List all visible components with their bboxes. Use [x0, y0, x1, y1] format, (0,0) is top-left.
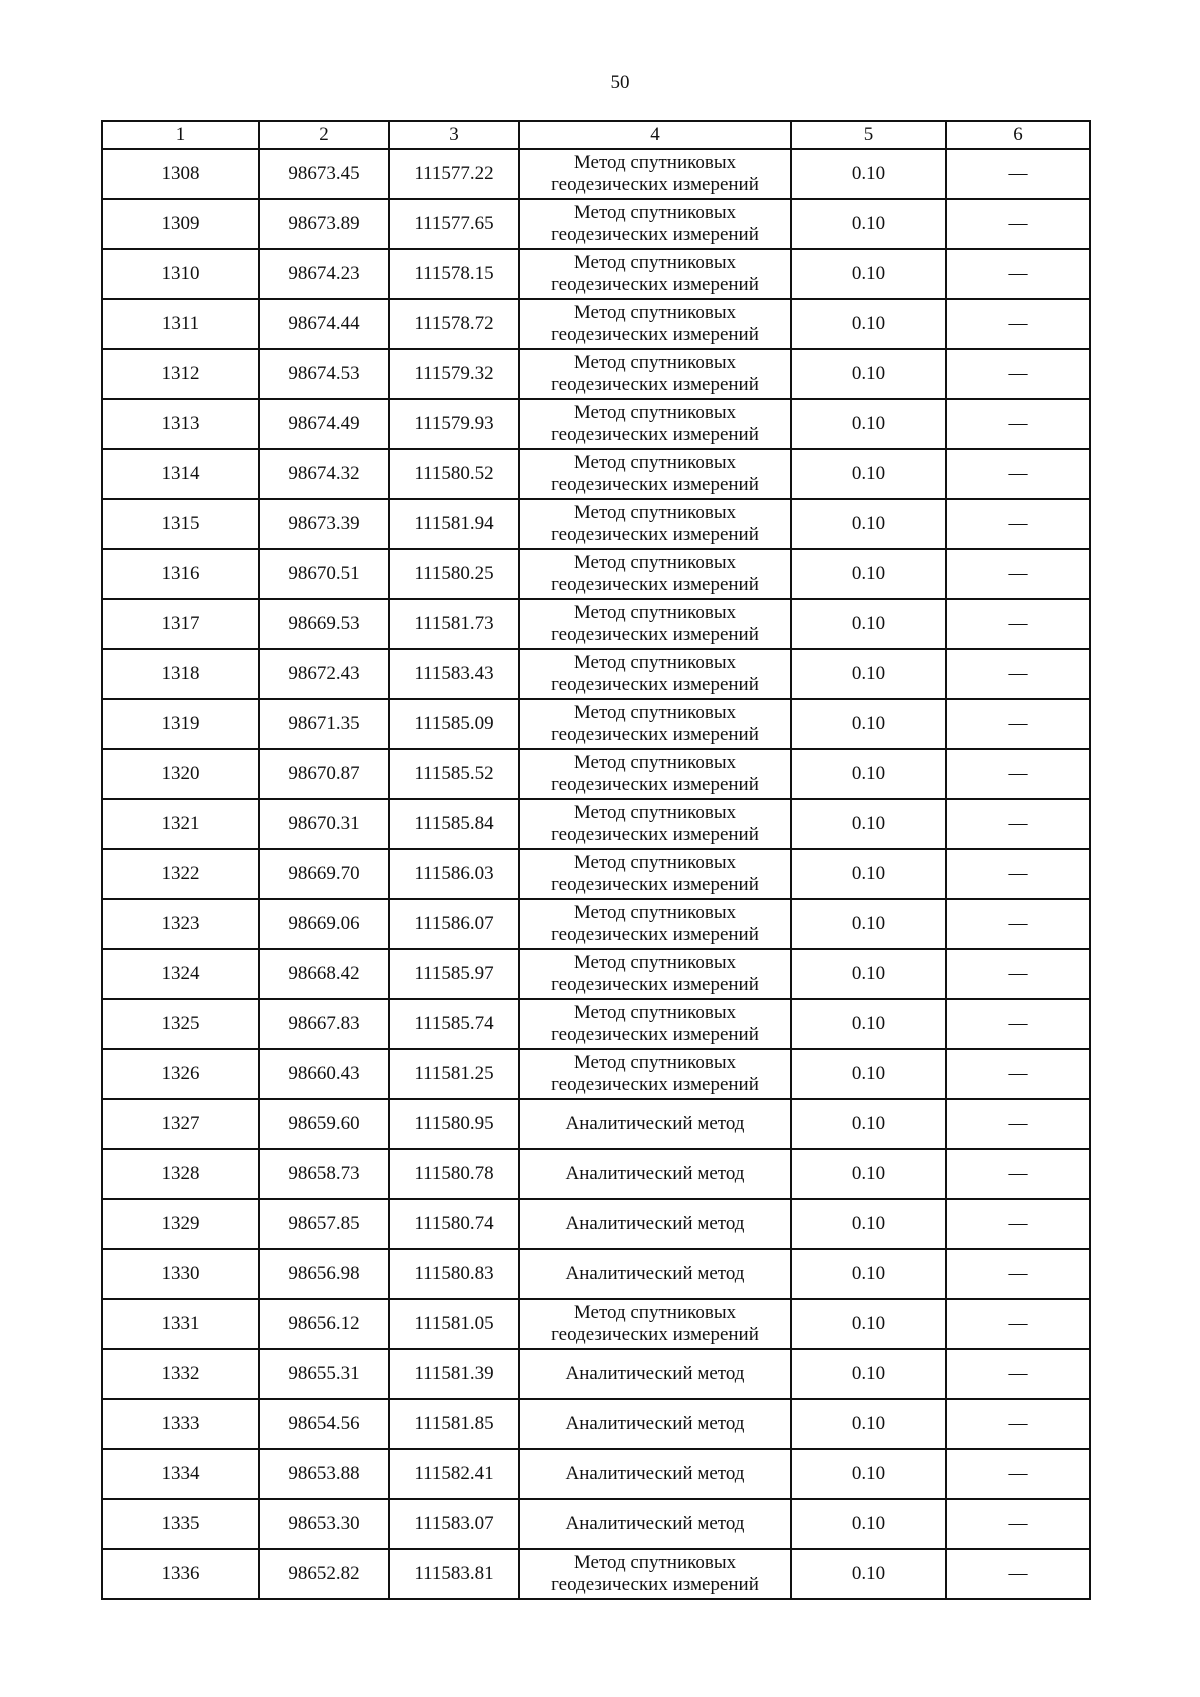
accuracy-cell: 0.10 — [791, 549, 946, 599]
x-coordinate-cell: 98657.85 — [259, 1199, 389, 1249]
x-coordinate-cell: 98656.98 — [259, 1249, 389, 1299]
note-cell: — — [946, 499, 1090, 549]
y-coordinate-cell: 111583.81 — [389, 1549, 519, 1599]
accuracy-cell: 0.10 — [791, 299, 946, 349]
y-coordinate-cell: 111585.09 — [389, 699, 519, 749]
x-coordinate-cell: 98674.32 — [259, 449, 389, 499]
point-number-cell: 1335 — [102, 1499, 259, 1549]
method-cell: Метод спутниковых геодезических измерений — [519, 1549, 791, 1599]
note-cell: — — [946, 149, 1090, 199]
y-coordinate-cell: 111585.52 — [389, 749, 519, 799]
header-cell-4: 4 — [519, 121, 791, 149]
accuracy-cell: 0.10 — [791, 499, 946, 549]
y-coordinate-cell: 111580.83 — [389, 1249, 519, 1299]
header-cell-1: 1 — [102, 121, 259, 149]
point-number-cell: 1311 — [102, 299, 259, 349]
table-row — [102, 599, 1090, 649]
accuracy-cell: 0.10 — [791, 399, 946, 449]
x-coordinate-cell: 98669.53 — [259, 599, 389, 649]
y-coordinate-cell: 111585.97 — [389, 949, 519, 999]
point-number-cell: 1328 — [102, 1149, 259, 1199]
point-number-cell: 1314 — [102, 449, 259, 499]
accuracy-cell: 0.10 — [791, 1149, 946, 1199]
accuracy-cell: 0.10 — [791, 849, 946, 899]
x-coordinate-cell: 98670.31 — [259, 799, 389, 849]
table-row — [102, 899, 1090, 949]
method-cell: Метод спутниковых геодезических измерений — [519, 249, 791, 299]
y-coordinate-cell: 111579.93 — [389, 399, 519, 449]
point-number-cell: 1310 — [102, 249, 259, 299]
table-row — [102, 249, 1090, 299]
point-number-cell: 1308 — [102, 149, 259, 199]
x-coordinate-cell: 98668.42 — [259, 949, 389, 999]
accuracy-cell: 0.10 — [791, 699, 946, 749]
point-number-cell: 1334 — [102, 1449, 259, 1499]
x-coordinate-cell: 98673.45 — [259, 149, 389, 199]
x-coordinate-cell: 98670.87 — [259, 749, 389, 799]
table-row — [102, 1099, 1090, 1149]
y-coordinate-cell: 111581.39 — [389, 1349, 519, 1399]
accuracy-cell: 0.10 — [791, 749, 946, 799]
note-cell: — — [946, 1449, 1090, 1499]
header-cell-6: 6 — [946, 121, 1090, 149]
accuracy-cell: 0.10 — [791, 999, 946, 1049]
accuracy-cell: 0.10 — [791, 799, 946, 849]
note-cell: — — [946, 649, 1090, 699]
method-cell: Метод спутниковых геодезических измерений — [519, 549, 791, 599]
y-coordinate-cell: 111585.74 — [389, 999, 519, 1049]
method-cell: Метод спутниковых геодезических измерений — [519, 649, 791, 699]
accuracy-cell: 0.10 — [791, 1199, 946, 1249]
method-cell: Метод спутниковых геодезических измерений — [519, 1299, 791, 1349]
table-row — [102, 549, 1090, 599]
table-header-row — [102, 121, 1090, 149]
y-coordinate-cell: 111580.95 — [389, 1099, 519, 1149]
method-cell: Метод спутниковых геодезических измерений — [519, 399, 791, 449]
note-cell: — — [946, 1499, 1090, 1549]
note-cell: — — [946, 949, 1090, 999]
note-cell: — — [946, 799, 1090, 849]
x-coordinate-cell: 98653.30 — [259, 1499, 389, 1549]
y-coordinate-cell: 111578.15 — [389, 249, 519, 299]
y-coordinate-cell: 111580.52 — [389, 449, 519, 499]
method-cell: Метод спутниковых геодезических измерений — [519, 449, 791, 499]
table-body — [102, 149, 1090, 1599]
method-cell: Метод спутниковых геодезических измерений — [519, 599, 791, 649]
accuracy-cell: 0.10 — [791, 1399, 946, 1449]
point-number-cell: 1309 — [102, 199, 259, 249]
method-cell: Аналитический метод — [519, 1249, 791, 1299]
x-coordinate-cell: 98669.06 — [259, 899, 389, 949]
y-coordinate-cell: 111583.43 — [389, 649, 519, 699]
point-number-cell: 1318 — [102, 649, 259, 699]
table-row — [102, 749, 1090, 799]
accuracy-cell: 0.10 — [791, 1549, 946, 1599]
table-row — [102, 1449, 1090, 1499]
y-coordinate-cell: 111581.85 — [389, 1399, 519, 1449]
accuracy-cell: 0.10 — [791, 1299, 946, 1349]
point-number-cell: 1319 — [102, 699, 259, 749]
point-number-cell: 1326 — [102, 1049, 259, 1099]
x-coordinate-cell: 98673.89 — [259, 199, 389, 249]
coordinates-table — [101, 120, 1091, 1600]
note-cell: — — [946, 999, 1090, 1049]
header-cell-3: 3 — [389, 121, 519, 149]
point-number-cell: 1332 — [102, 1349, 259, 1399]
table-row — [102, 149, 1090, 199]
method-cell: Аналитический метод — [519, 1449, 791, 1499]
accuracy-cell: 0.10 — [791, 599, 946, 649]
y-coordinate-cell: 111577.22 — [389, 149, 519, 199]
y-coordinate-cell: 111581.94 — [389, 499, 519, 549]
point-number-cell: 1312 — [102, 349, 259, 399]
y-coordinate-cell: 111582.41 — [389, 1449, 519, 1499]
accuracy-cell: 0.10 — [791, 449, 946, 499]
accuracy-cell: 0.10 — [791, 249, 946, 299]
note-cell: — — [946, 1249, 1090, 1299]
note-cell: — — [946, 1299, 1090, 1349]
table-row — [102, 799, 1090, 849]
method-cell: Метод спутниковых геодезических измерений — [519, 149, 791, 199]
x-coordinate-cell: 98659.60 — [259, 1099, 389, 1149]
note-cell: — — [946, 249, 1090, 299]
table-row — [102, 699, 1090, 749]
table-row — [102, 299, 1090, 349]
x-coordinate-cell: 98669.70 — [259, 849, 389, 899]
y-coordinate-cell: 111581.25 — [389, 1049, 519, 1099]
method-cell: Метод спутниковых геодезических измерений — [519, 849, 791, 899]
accuracy-cell: 0.10 — [791, 1049, 946, 1099]
x-coordinate-cell: 98652.82 — [259, 1549, 389, 1599]
method-cell: Метод спутниковых геодезических измерений — [519, 199, 791, 249]
y-coordinate-cell: 111585.84 — [389, 799, 519, 849]
table-row — [102, 1299, 1090, 1349]
method-cell: Метод спутниковых геодезических измерений — [519, 899, 791, 949]
x-coordinate-cell: 98655.31 — [259, 1349, 389, 1399]
note-cell: — — [946, 449, 1090, 499]
method-cell: Аналитический метод — [519, 1199, 791, 1249]
accuracy-cell: 0.10 — [791, 1349, 946, 1399]
method-cell: Метод спутниковых геодезических измерений — [519, 949, 791, 999]
accuracy-cell: 0.10 — [791, 899, 946, 949]
header-cell-5: 5 — [791, 121, 946, 149]
method-cell: Метод спутниковых геодезических измерений — [519, 999, 791, 1049]
table-row — [102, 1499, 1090, 1549]
y-coordinate-cell: 111577.65 — [389, 199, 519, 249]
x-coordinate-cell: 98670.51 — [259, 549, 389, 599]
table-row — [102, 1249, 1090, 1299]
note-cell: — — [946, 1149, 1090, 1199]
point-number-cell: 1317 — [102, 599, 259, 649]
accuracy-cell: 0.10 — [791, 149, 946, 199]
accuracy-cell: 0.10 — [791, 1499, 946, 1549]
x-coordinate-cell: 98654.56 — [259, 1399, 389, 1449]
point-number-cell: 1325 — [102, 999, 259, 1049]
y-coordinate-cell: 111586.03 — [389, 849, 519, 899]
method-cell: Метод спутниковых геодезических измерений — [519, 799, 791, 849]
method-cell: Метод спутниковых геодезических измерений — [519, 1049, 791, 1099]
x-coordinate-cell: 98656.12 — [259, 1299, 389, 1349]
note-cell: — — [946, 1049, 1090, 1099]
method-cell: Метод спутниковых геодезических измерений — [519, 699, 791, 749]
point-number-cell: 1330 — [102, 1249, 259, 1299]
method-cell: Аналитический метод — [519, 1399, 791, 1449]
x-coordinate-cell: 98674.49 — [259, 399, 389, 449]
accuracy-cell: 0.10 — [791, 949, 946, 999]
accuracy-cell: 0.10 — [791, 649, 946, 699]
x-coordinate-cell: 98674.53 — [259, 349, 389, 399]
table-row — [102, 449, 1090, 499]
point-number-cell: 1313 — [102, 399, 259, 449]
table-row — [102, 1199, 1090, 1249]
point-number-cell: 1315 — [102, 499, 259, 549]
note-cell: — — [946, 549, 1090, 599]
method-cell: Метод спутниковых геодезических измерений — [519, 299, 791, 349]
point-number-cell: 1323 — [102, 899, 259, 949]
note-cell: — — [946, 1199, 1090, 1249]
y-coordinate-cell: 111581.73 — [389, 599, 519, 649]
x-coordinate-cell: 98667.83 — [259, 999, 389, 1049]
y-coordinate-cell: 111580.74 — [389, 1199, 519, 1249]
table-row — [102, 1349, 1090, 1399]
y-coordinate-cell: 111580.25 — [389, 549, 519, 599]
point-number-cell: 1327 — [102, 1099, 259, 1149]
x-coordinate-cell: 98658.73 — [259, 1149, 389, 1199]
table-row — [102, 999, 1090, 1049]
x-coordinate-cell: 98671.35 — [259, 699, 389, 749]
method-cell: Аналитический метод — [519, 1149, 791, 1199]
note-cell: — — [946, 399, 1090, 449]
x-coordinate-cell: 98674.44 — [259, 299, 389, 349]
method-cell: Метод спутниковых геодезических измерений — [519, 749, 791, 799]
point-number-cell: 1333 — [102, 1399, 259, 1449]
note-cell: — — [946, 1549, 1090, 1599]
table-row — [102, 1549, 1090, 1599]
x-coordinate-cell: 98673.39 — [259, 499, 389, 549]
x-coordinate-cell: 98653.88 — [259, 1449, 389, 1499]
y-coordinate-cell: 111581.05 — [389, 1299, 519, 1349]
table-row — [102, 199, 1090, 249]
table-row — [102, 349, 1090, 399]
y-coordinate-cell: 111580.78 — [389, 1149, 519, 1199]
method-cell: Метод спутниковых геодезических измерений — [519, 499, 791, 549]
point-number-cell: 1322 — [102, 849, 259, 899]
note-cell: — — [946, 899, 1090, 949]
y-coordinate-cell: 111583.07 — [389, 1499, 519, 1549]
note-cell: — — [946, 199, 1090, 249]
note-cell: — — [946, 1099, 1090, 1149]
y-coordinate-cell: 111578.72 — [389, 299, 519, 349]
point-number-cell: 1331 — [102, 1299, 259, 1349]
table-row — [102, 1049, 1090, 1099]
table-row — [102, 1149, 1090, 1199]
note-cell: — — [946, 749, 1090, 799]
note-cell: — — [946, 1349, 1090, 1399]
x-coordinate-cell: 98660.43 — [259, 1049, 389, 1099]
table-row — [102, 949, 1090, 999]
point-number-cell: 1336 — [102, 1549, 259, 1599]
accuracy-cell: 0.10 — [791, 199, 946, 249]
note-cell: — — [946, 299, 1090, 349]
y-coordinate-cell: 111579.32 — [389, 349, 519, 399]
point-number-cell: 1316 — [102, 549, 259, 599]
table-row — [102, 1399, 1090, 1449]
page-number: 50 — [610, 72, 630, 93]
table-row — [102, 649, 1090, 699]
note-cell: — — [946, 849, 1090, 899]
note-cell: — — [946, 349, 1090, 399]
method-cell: Аналитический метод — [519, 1349, 791, 1399]
note-cell: — — [946, 1399, 1090, 1449]
note-cell: — — [946, 599, 1090, 649]
x-coordinate-cell: 98672.43 — [259, 649, 389, 699]
method-cell: Аналитический метод — [519, 1499, 791, 1549]
method-cell: Аналитический метод — [519, 1099, 791, 1149]
x-coordinate-cell: 98674.23 — [259, 249, 389, 299]
header-cell-2: 2 — [259, 121, 389, 149]
accuracy-cell: 0.10 — [791, 1249, 946, 1299]
point-number-cell: 1329 — [102, 1199, 259, 1249]
table-row — [102, 849, 1090, 899]
point-number-cell: 1321 — [102, 799, 259, 849]
note-cell: — — [946, 699, 1090, 749]
accuracy-cell: 0.10 — [791, 1449, 946, 1499]
y-coordinate-cell: 111586.07 — [389, 899, 519, 949]
point-number-cell: 1324 — [102, 949, 259, 999]
accuracy-cell: 0.10 — [791, 349, 946, 399]
point-number-cell: 1320 — [102, 749, 259, 799]
accuracy-cell: 0.10 — [791, 1099, 946, 1149]
table-row — [102, 399, 1090, 449]
method-cell: Метод спутниковых геодезических измерений — [519, 349, 791, 399]
table-row — [102, 499, 1090, 549]
